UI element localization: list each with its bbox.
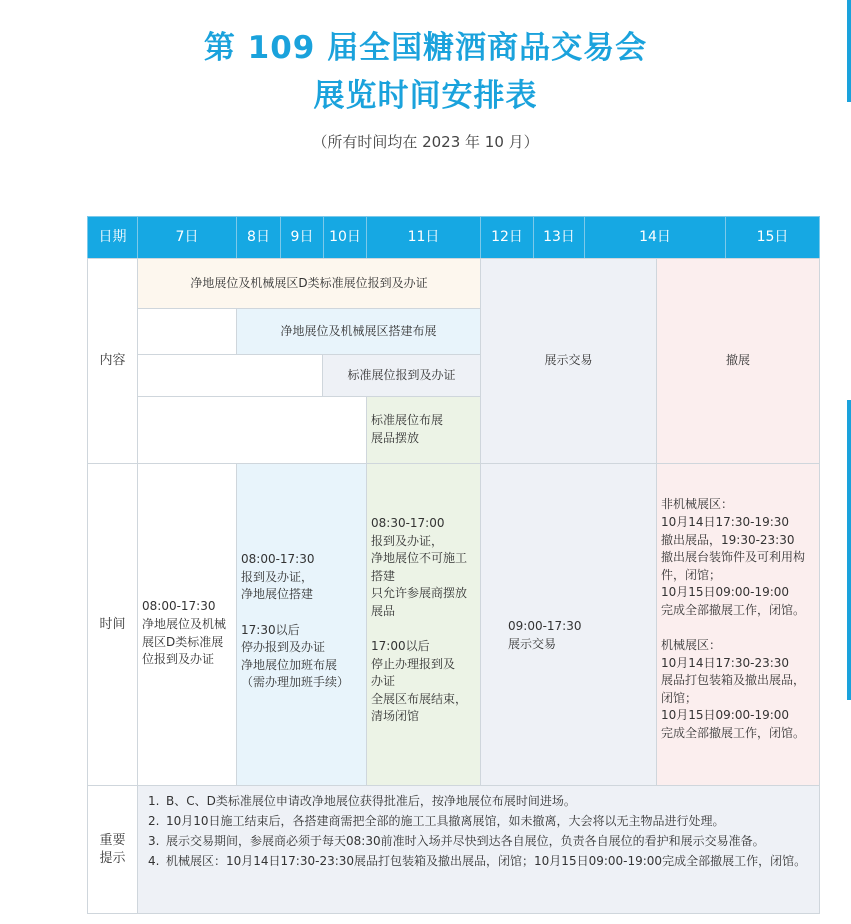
time-line: 净地展位及机械: [142, 616, 227, 631]
time-line: 08:00-17:30: [241, 552, 315, 567]
note-text: 机械展区：10月14日17:30-23:30展品打包装箱及撤出展品，闭馆；10月15日09:00-19:00完成全部撤展工作，闭馆。: [166, 854, 807, 868]
header-day-12: 12日: [480, 216, 534, 259]
notes-panel: [137, 785, 820, 914]
notes-label-line: 重要: [99, 832, 126, 848]
content-registration-bar: 净地展位及机械展区D类标准展位报到及办证: [137, 258, 481, 309]
note-item: [148, 832, 811, 850]
page-title-line2: 展览时间安排表: [313, 78, 538, 114]
time-line: 报到及办证，: [371, 533, 444, 548]
row-label-time: 时间: [87, 463, 138, 786]
time-line: 08:00-17:30: [142, 599, 216, 614]
time-line: 17:30以后: [241, 622, 300, 637]
time-exhibition-cell: [480, 463, 657, 786]
header-day-14: 14日: [584, 216, 726, 259]
time-line: 完成全部撤展工作，闭馆。: [661, 726, 806, 741]
time-day11-cell: [366, 463, 481, 786]
header-day-13: 13日: [533, 216, 585, 259]
content-standard-setup-line: 标准展位布展: [371, 413, 444, 428]
time-line: 展品: [371, 603, 396, 618]
note-text: 展示交易期间，参展商必须于每天08:30前准时入场并尽快到达各自展位，负责各自展位的看护和展示交易准备。: [166, 834, 765, 848]
content-standard-setup-bar: [366, 396, 481, 464]
time-teardown-cell: [656, 463, 820, 786]
time-line: 展区D类标准展: [142, 634, 224, 649]
note-text: B、C、D类标准展位申请改净地展位获得批准后，按净地展位布展时间进场。: [166, 794, 576, 808]
time-day8-10-cell: [236, 463, 367, 786]
content-construction-bar: 净地展位及机械展区搭建布展: [236, 308, 481, 355]
content-standard-setup-line: 展品摆放: [371, 431, 420, 445]
time-line: 撤出展台装饰件及可利用构: [661, 550, 806, 565]
time-line: （需办理加班手续）: [241, 675, 350, 690]
header-day-11: 11日: [366, 216, 481, 259]
time-line: 搭建: [371, 568, 396, 583]
time-line: 展示交易: [508, 636, 557, 651]
time-line: 10月14日17:30-19:30: [661, 514, 790, 529]
header-day-10: 10日: [323, 216, 367, 259]
time-line: 净地展位加班布展: [241, 657, 338, 672]
content-exhibition-cell: 展示交易: [480, 258, 657, 464]
note-item: [148, 812, 811, 830]
note-text: 10月10日施工结束后，各搭建商需把全部的施工工具撤离展馆，如未撤离，大会将以无主物品进行处理。: [166, 814, 725, 828]
time-line: 10月14日17:30-23:30: [661, 655, 790, 670]
time-line: 完成全部撤展工作，闭馆。: [661, 602, 806, 617]
note-number: 1.: [148, 794, 160, 808]
time-line: 净地展位不可施工: [371, 551, 468, 566]
notes-label-line: 提示: [99, 850, 126, 866]
time-line: 停止办理报到及: [371, 656, 456, 671]
time-line: 全展区布展结束，: [371, 691, 468, 706]
time-line: 清场闭馆: [371, 709, 420, 724]
spacer-line: [371, 621, 467, 639]
time-line: 闭馆；: [661, 690, 698, 705]
page-subtitle: （所有时间均在 2023 年 10 月）: [312, 133, 539, 151]
time-line: 09:00-17:30: [508, 618, 582, 633]
time-line: 非机械展区：: [661, 497, 734, 512]
time-line: 位报到及办证: [142, 652, 215, 667]
note-number: 2.: [148, 814, 160, 828]
content-standard-registration-bar: 标准展位报到及办证: [322, 354, 481, 397]
row-label-content: 内容: [87, 258, 138, 464]
time-line: 撤出展品，19:30-23:30: [661, 532, 795, 547]
note-number: 3.: [148, 834, 160, 848]
header-date-label: 日期: [87, 216, 138, 259]
time-line: 只允许参展商摆放: [371, 586, 468, 601]
header-day-7: 7日: [137, 216, 237, 259]
time-line: 件，闭馆；: [661, 567, 722, 582]
content-teardown-cell: 撤展: [656, 258, 820, 464]
note-item: [148, 852, 811, 870]
time-line: 报到及办证，: [241, 569, 314, 584]
header-day-8: 8日: [236, 216, 281, 259]
content-empty-cell: [137, 396, 367, 464]
time-line: 办证: [371, 674, 396, 689]
header-day-15: 15日: [725, 216, 820, 259]
spacer-line: [241, 604, 349, 622]
time-day7-cell: [137, 463, 237, 786]
time-line: 停办报到及办证: [241, 640, 326, 655]
note-item: [148, 792, 811, 810]
edge-accent-bar: [847, 400, 851, 700]
time-line: 10月15日09:00-19:00: [661, 585, 790, 600]
spacer-line: [661, 620, 805, 638]
edge-accent-bar: [847, 0, 851, 102]
time-line: 08:30-17:00: [371, 515, 445, 530]
time-line: 净地展位搭建: [241, 587, 314, 602]
content-empty-cell: [137, 308, 237, 355]
time-line: 展品打包装箱及撤出展品，: [661, 673, 806, 688]
note-number: 4.: [148, 854, 160, 868]
row-label-notes: [87, 785, 138, 914]
time-line: 机械展区：: [661, 638, 722, 653]
content-empty-cell: [137, 354, 323, 397]
time-line: 10月15日09:00-19:00: [661, 708, 790, 723]
header-day-9: 9日: [280, 216, 324, 259]
time-line: 17:00以后: [371, 639, 430, 654]
page-title-line1: 第 109 届全国糖酒商品交易会: [203, 30, 648, 66]
